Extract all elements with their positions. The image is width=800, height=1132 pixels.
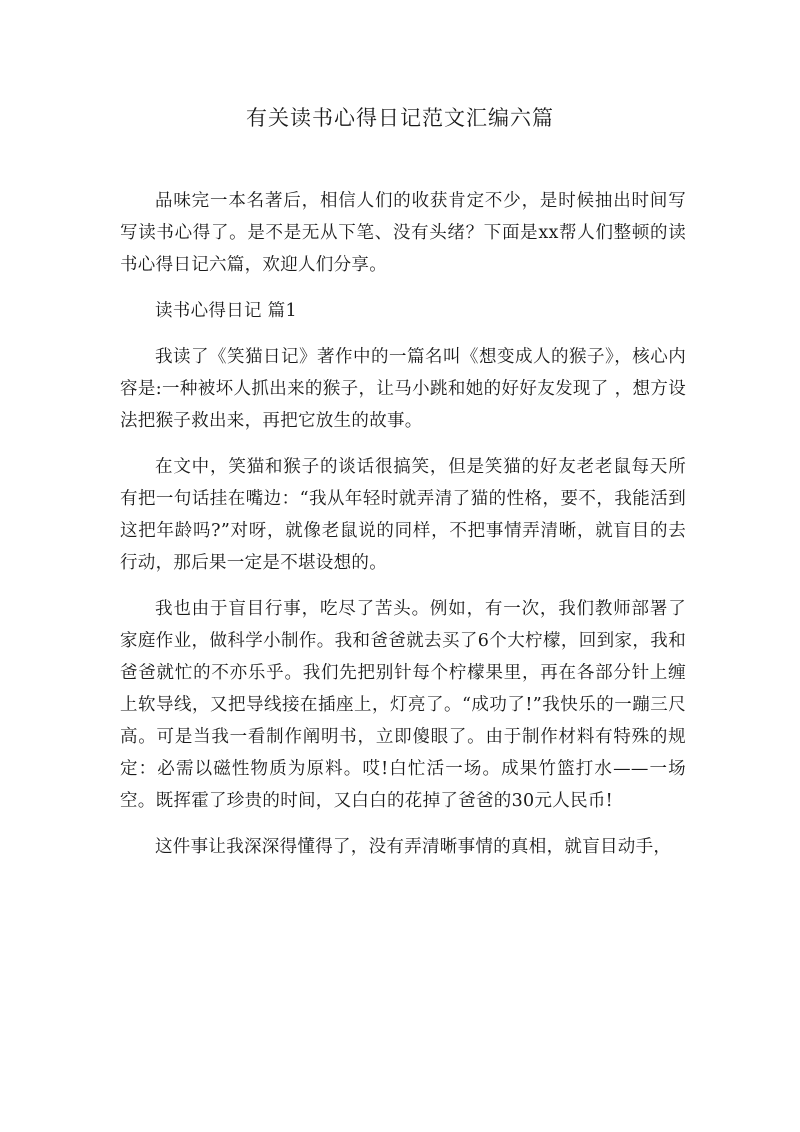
intro-paragraph: 品味完一本名著后，相信人们的收获肯定不少，是时候抽出时间写写读书心得了。是不是无从下笔、没有头绪？下面是xx帮人们整顿的读书心得日记六篇，欢迎人们分享。 — [120, 191, 686, 275]
body-paragraph: 我也由于盲目行事，吃尽了苦头。例如，有一次，我们教师部署了家庭作业，做科学小制作。我和爸爸就去买了6个大柠檬，回到家，我和爸爸就忙的不亦乐乎。我们先把别针每个柠檬果里，再在各部分针上缠上软导线，又把导线接在插座上，灯亮了。“成功了!”我快乐的一蹦三尺高。可是当我一看制作阐明书，立即傻眼了。由于制作材料有特殊的规定：必需以磁性物质为原料。哎!白忙活一场。成果竹篮打水——一场空。既挥霍了珍贵的时间，又白白的花掉了爸爸的30元人民币! — [120, 599, 686, 811]
body-paragraph: 在文中，笑猫和猴子的谈话很搞笑，但是笑猫的好友老老鼠每天所有把一句话挂在嘴边：“我从年轻时就弄清了猫的性格，要不，我能活到这把年龄吗?”对呀，就像老鼠说的同样，不把事情弄清晰，就盲目的去行动，那后果一定是不堪设想的。 — [120, 457, 686, 573]
document-body — [120, 185, 686, 877]
document-title: 有关读书心得日记范文汇编六篇 — [246, 106, 554, 130]
body-paragraph: 这件事让我深深得懂得了，没有弄清晰事情的真相，就盲目动手， — [155, 837, 672, 857]
section-heading: 读书心得日记 篇1 — [155, 301, 297, 321]
body-paragraph: 我读了《笑猫日记》著作中的一篇名叫《想变成人的猴子》，核心内容是:一种被坏人抓出来的猴子，让马小跳和她的好好友发现了 ，想方设法把猴子救出来，再把它放生的故事。 — [120, 347, 686, 431]
